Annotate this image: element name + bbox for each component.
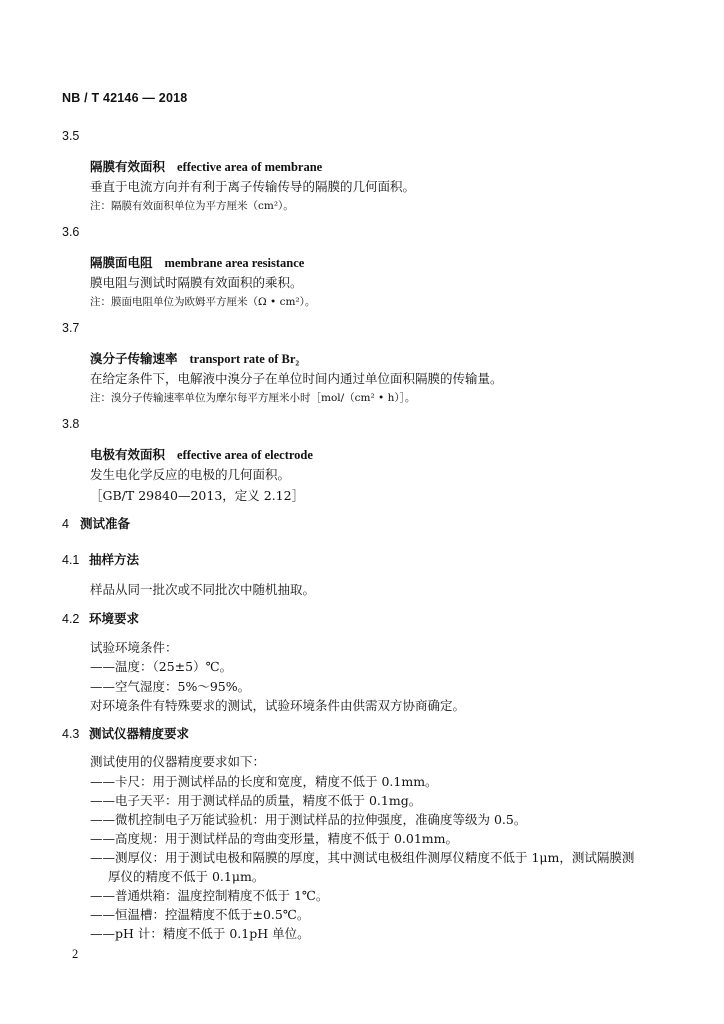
reference-3-8: ［GB/T 29840—2013，定义 2.12］ — [90, 488, 305, 503]
standard-header: NB / T 42146 — 2018 — [62, 91, 188, 105]
list-item: ——高度规：用于测试样品的弯曲变形量，精度不低于 0.01mm。 — [90, 831, 459, 846]
note-3-7: 注：溴分子传输速率单位为摩尔每平方厘米小时［mol/（cm² • h）］。 — [90, 392, 416, 404]
term-zh: 溴分子传输速率 — [90, 351, 178, 366]
list-item: ——电子天平：用于测试样品的质量，精度不低于 0.1mg。 — [90, 793, 422, 808]
list-item: ——卡尺：用于测试样品的长度和宽度，精度不低于 0.1mm。 — [90, 774, 438, 789]
list-item: ——测厚仪：用于测试电极和隔膜的厚度，其中测试电极组件测厚仪精度不低于 1μm，测试隔膜测 — [90, 850, 635, 865]
note-3-6: 注：膜面电阻单位为欧姆平方厘米（Ω • cm²）。 — [90, 296, 316, 308]
section-4-2-closing: 对环境条件有特殊要求的测试，试验环境条件由供需双方协商确定。 — [90, 698, 466, 713]
term-en: transport rate of Br₂ — [189, 352, 300, 366]
definition-3-5: 垂直于电流方向并有利于离子传输传导的隔膜的几何面积。 — [90, 179, 416, 194]
list-item: ——微机控制电子万能试验机：用于测试样品的拉伸强度，准确度等级为 0.5。 — [90, 812, 527, 827]
list-item: ——空气湿度：5%～95%。 — [90, 679, 251, 694]
section-4-2-heading — [62, 609, 139, 627]
section-4-3-heading — [62, 724, 189, 742]
term-3-6 — [90, 253, 304, 271]
definition-3-7: 在给定条件下，电解液中溴分子在单位时间内通过单位面积隔膜的传输量。 — [90, 371, 503, 386]
page-number: 2 — [72, 947, 79, 961]
term-3-7 — [90, 349, 299, 367]
term-en: effective area of electrode — [177, 448, 313, 462]
list-item: ——普通烘箱：温度控制精度不低于 1℃。 — [90, 888, 329, 903]
chapter-title: 测试准备 — [80, 516, 131, 531]
list-item: ——温度：（25±5）℃。 — [90, 659, 233, 674]
section-number: 4.1 — [62, 553, 80, 567]
section-number-3-6: 3.6 — [62, 225, 80, 239]
term-3-8 — [90, 445, 313, 463]
section-title: 抽样方法 — [89, 552, 140, 567]
chapter-4-heading — [62, 514, 130, 532]
section-4-2-intro: 试验环境条件： — [90, 640, 178, 655]
section-number-3-8: 3.8 — [62, 417, 80, 431]
term-en: effective area of membrane — [177, 160, 323, 174]
section-number-3-5: 3.5 — [62, 129, 80, 143]
list-item: ——恒温槽：控温精度不低于±0.5℃。 — [90, 907, 310, 922]
section-number: 4.2 — [62, 612, 80, 626]
list-item: ——pH 计：精度不低于 0.1pH 单位。 — [90, 926, 310, 941]
section-4-1-text: 样品从同一批次或不同批次中随机抽取。 — [90, 582, 316, 597]
chapter-number: 4 — [62, 517, 69, 531]
section-number: 4.3 — [62, 727, 80, 741]
term-en: membrane area resistance — [164, 256, 305, 270]
term-zh: 隔膜面电阻 — [90, 255, 153, 270]
definition-3-8: 发生电化学反应的电极的几何面积。 — [90, 467, 291, 482]
term-zh: 隔膜有效面积 — [90, 159, 166, 174]
section-title: 环境要求 — [89, 611, 140, 626]
term-zh: 电极有效面积 — [90, 447, 166, 462]
definition-3-6: 膜电阻与测试时隔膜有效面积的乘积。 — [90, 275, 303, 290]
section-number-3-7: 3.7 — [62, 321, 80, 335]
section-4-1-heading — [62, 550, 139, 568]
note-3-5: 注：隔膜有效面积单位为平方厘米（cm²）。 — [90, 200, 294, 212]
section-4-3-intro: 测试使用的仪器精度要求如下： — [90, 754, 266, 769]
section-title: 测试仪器精度要求 — [89, 726, 190, 741]
term-3-5 — [90, 157, 322, 175]
list-item-continuation: 厚仪的精度不低于 0.1μm。 — [108, 869, 265, 884]
